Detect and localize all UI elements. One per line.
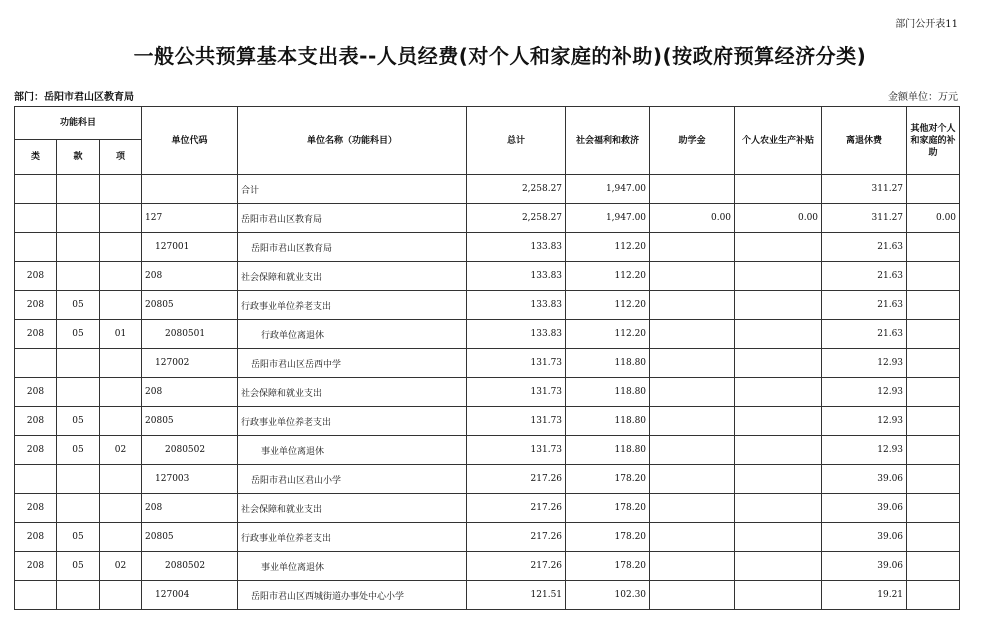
cell-other (907, 233, 960, 262)
header-total: 总计 (467, 107, 566, 175)
cell-kuan (57, 262, 100, 291)
header-kuan: 款 (57, 140, 100, 175)
cell-lei (15, 581, 57, 610)
cell-kuan: 05 (57, 320, 100, 349)
cell-name: 行政事业单位养老支出 (238, 523, 467, 552)
cell-xiang: 02 (100, 552, 142, 581)
cell-retire: 21.63 (822, 320, 907, 349)
cell-total: 133.83 (467, 291, 566, 320)
table-row (15, 233, 960, 262)
cell-kuan (57, 349, 100, 378)
cell-kuan (57, 494, 100, 523)
cell-grant (650, 581, 735, 610)
cell-total: 217.26 (467, 465, 566, 494)
cell-lei: 208 (15, 291, 57, 320)
cell-welfare: 118.80 (566, 378, 650, 407)
cell-code (142, 175, 238, 204)
table-row (15, 465, 960, 494)
cell-retire: 311.27 (822, 175, 907, 204)
cell-xiang (100, 523, 142, 552)
table-row (15, 320, 960, 349)
cell-code: 208 (142, 262, 238, 291)
cell-xiang (100, 233, 142, 262)
cell-grant (650, 407, 735, 436)
cell-welfare: 102.30 (566, 581, 650, 610)
cell-total: 131.73 (467, 436, 566, 465)
cell-xiang (100, 407, 142, 436)
cell-welfare: 1,947.00 (566, 175, 650, 204)
cell-lei: 208 (15, 378, 57, 407)
cell-code: 2080501 (142, 320, 238, 349)
cell-farm (735, 320, 822, 349)
cell-kuan (57, 581, 100, 610)
cell-xiang: 02 (100, 436, 142, 465)
table-row (15, 262, 960, 291)
cell-farm (735, 291, 822, 320)
cell-kuan (57, 204, 100, 233)
table-row (15, 436, 960, 465)
cell-welfare: 118.80 (566, 407, 650, 436)
cell-grant (650, 465, 735, 494)
cell-name: 行政事业单位养老支出 (238, 407, 467, 436)
cell-xiang (100, 465, 142, 494)
cell-grant (650, 233, 735, 262)
table-row (15, 291, 960, 320)
cell-code: 2080502 (142, 436, 238, 465)
cell-kuan: 05 (57, 523, 100, 552)
cell-grant (650, 349, 735, 378)
expenditure-table (14, 106, 960, 610)
cell-lei: 208 (15, 523, 57, 552)
cell-welfare: 178.20 (566, 494, 650, 523)
table-row (15, 581, 960, 610)
cell-total: 2,258.27 (467, 175, 566, 204)
department-label: 部门：岳阳市君山区教育局 (14, 92, 134, 103)
cell-name: 岳阳市君山区教育局 (238, 233, 467, 262)
cell-kuan (57, 378, 100, 407)
cell-lei (15, 204, 57, 233)
cell-xiang (100, 581, 142, 610)
cell-xiang (100, 291, 142, 320)
cell-lei: 208 (15, 320, 57, 349)
cell-other (907, 436, 960, 465)
cell-retire: 12.93 (822, 436, 907, 465)
cell-code: 127002 (142, 349, 238, 378)
cell-name: 事业单位离退休 (238, 552, 467, 581)
cell-other (907, 349, 960, 378)
cell-code: 208 (142, 494, 238, 523)
cell-grant (650, 378, 735, 407)
cell-farm (735, 378, 822, 407)
page-title: 一般公共预算基本支出表--人员经费(对个人和家庭的补助)(按政府预算经济分类) (133, 44, 867, 68)
cell-name: 岳阳市君山区西城街道办事处中心小学 (238, 581, 467, 610)
cell-other (907, 291, 960, 320)
cell-name: 行政单位离退休 (238, 320, 467, 349)
cell-name: 社会保障和就业支出 (238, 378, 467, 407)
cell-kuan: 05 (57, 552, 100, 581)
cell-farm (735, 465, 822, 494)
cell-total: 121.51 (467, 581, 566, 610)
cell-lei (15, 349, 57, 378)
cell-retire: 12.93 (822, 407, 907, 436)
cell-welfare: 112.20 (566, 320, 650, 349)
cell-kuan: 05 (57, 407, 100, 436)
cell-farm (735, 436, 822, 465)
cell-kuan (57, 465, 100, 494)
cell-other (907, 581, 960, 610)
cell-welfare: 112.20 (566, 262, 650, 291)
table-row (15, 175, 960, 204)
header-social-welfare: 社会福利和救济 (566, 107, 650, 175)
header-lei: 类 (15, 140, 57, 175)
cell-xiang (100, 175, 142, 204)
cell-other: 0.00 (907, 204, 960, 233)
cell-xiang: 01 (100, 320, 142, 349)
header-retirement: 离退休费 (822, 107, 907, 175)
cell-lei: 208 (15, 552, 57, 581)
cell-other (907, 552, 960, 581)
cell-retire: 311.27 (822, 204, 907, 233)
cell-lei: 208 (15, 407, 57, 436)
cell-lei (15, 175, 57, 204)
cell-farm (735, 494, 822, 523)
cell-farm (735, 523, 822, 552)
cell-welfare: 178.20 (566, 523, 650, 552)
cell-other (907, 320, 960, 349)
cell-retire: 12.93 (822, 378, 907, 407)
cell-code: 127003 (142, 465, 238, 494)
cell-other (907, 523, 960, 552)
cell-retire: 12.93 (822, 349, 907, 378)
cell-total: 133.83 (467, 233, 566, 262)
cell-name: 社会保障和就业支出 (238, 494, 467, 523)
cell-farm (735, 552, 822, 581)
cell-name: 岳阳市君山区教育局 (238, 204, 467, 233)
cell-name: 社会保障和就业支出 (238, 262, 467, 291)
cell-name: 行政事业单位养老支出 (238, 291, 467, 320)
cell-total: 131.73 (467, 378, 566, 407)
cell-grant (650, 523, 735, 552)
cell-retire: 39.06 (822, 494, 907, 523)
table-row (15, 204, 960, 233)
cell-farm (735, 349, 822, 378)
header-farm-subsidy: 个人农业生产补贴 (735, 107, 822, 175)
cell-retire: 21.63 (822, 262, 907, 291)
cell-code: 127001 (142, 233, 238, 262)
cell-other (907, 175, 960, 204)
cell-kuan: 05 (57, 436, 100, 465)
cell-xiang (100, 494, 142, 523)
cell-other (907, 378, 960, 407)
cell-code: 127 (142, 204, 238, 233)
cell-welfare: 178.20 (566, 465, 650, 494)
cell-kuan (57, 175, 100, 204)
cell-code: 2080502 (142, 552, 238, 581)
cell-grant (650, 436, 735, 465)
cell-xiang (100, 349, 142, 378)
cell-name: 岳阳市君山区君山小学 (238, 465, 467, 494)
cell-xiang (100, 204, 142, 233)
cell-total: 131.73 (467, 349, 566, 378)
cell-farm (735, 581, 822, 610)
cell-welfare: 118.80 (566, 349, 650, 378)
cell-grant (650, 494, 735, 523)
table-row (15, 378, 960, 407)
cell-farm (735, 233, 822, 262)
amount-unit-label: 金额单位：万元 (888, 92, 958, 103)
cell-code: 208 (142, 378, 238, 407)
cell-lei (15, 233, 57, 262)
table-row (15, 349, 960, 378)
cell-retire: 21.63 (822, 291, 907, 320)
cell-total: 217.26 (467, 523, 566, 552)
cell-welfare: 178.20 (566, 552, 650, 581)
cell-lei: 208 (15, 262, 57, 291)
header-unit-code: 单位代码 (142, 107, 238, 175)
cell-grant (650, 291, 735, 320)
cell-total: 133.83 (467, 320, 566, 349)
cell-grant: 0.00 (650, 204, 735, 233)
cell-total: 217.26 (467, 494, 566, 523)
cell-farm: 0.00 (735, 204, 822, 233)
cell-farm (735, 407, 822, 436)
cell-retire: 39.06 (822, 552, 907, 581)
cell-kuan (57, 233, 100, 262)
cell-lei: 208 (15, 494, 57, 523)
cell-grant (650, 262, 735, 291)
cell-retire: 19.21 (822, 581, 907, 610)
header-student-grant: 助学金 (650, 107, 735, 175)
cell-other (907, 407, 960, 436)
cell-welfare: 118.80 (566, 436, 650, 465)
cell-lei (15, 465, 57, 494)
cell-code: 20805 (142, 523, 238, 552)
cell-retire: 39.06 (822, 465, 907, 494)
cell-grant (650, 552, 735, 581)
cell-total: 131.73 (467, 407, 566, 436)
table-row (15, 407, 960, 436)
header-other-subsidy: 其他对个人和家庭的补助 (907, 107, 960, 175)
cell-other (907, 465, 960, 494)
cell-grant (650, 175, 735, 204)
table-row (15, 494, 960, 523)
cell-welfare: 112.20 (566, 291, 650, 320)
header-function-subject: 功能科目 (15, 107, 142, 140)
cell-welfare: 1,947.00 (566, 204, 650, 233)
cell-lei: 208 (15, 436, 57, 465)
cell-retire: 21.63 (822, 233, 907, 262)
cell-name: 岳阳市君山区岳西中学 (238, 349, 467, 378)
cell-code: 20805 (142, 291, 238, 320)
table-row (15, 523, 960, 552)
cell-total: 217.26 (467, 552, 566, 581)
cell-name: 合计 (238, 175, 467, 204)
cell-code: 20805 (142, 407, 238, 436)
cell-other (907, 494, 960, 523)
cell-kuan: 05 (57, 291, 100, 320)
form-number: 部门公开表11 (895, 19, 958, 30)
cell-total: 2,258.27 (467, 204, 566, 233)
cell-xiang (100, 378, 142, 407)
cell-farm (735, 175, 822, 204)
cell-code: 127004 (142, 581, 238, 610)
cell-retire: 39.06 (822, 523, 907, 552)
cell-name: 事业单位离退休 (238, 436, 467, 465)
header-xiang: 项 (100, 140, 142, 175)
cell-farm (735, 262, 822, 291)
cell-grant (650, 320, 735, 349)
cell-total: 133.83 (467, 262, 566, 291)
cell-welfare: 112.20 (566, 233, 650, 262)
cell-other (907, 262, 960, 291)
table-row (15, 552, 960, 581)
header-unit-name: 单位名称（功能科目） (238, 107, 467, 175)
cell-xiang (100, 262, 142, 291)
